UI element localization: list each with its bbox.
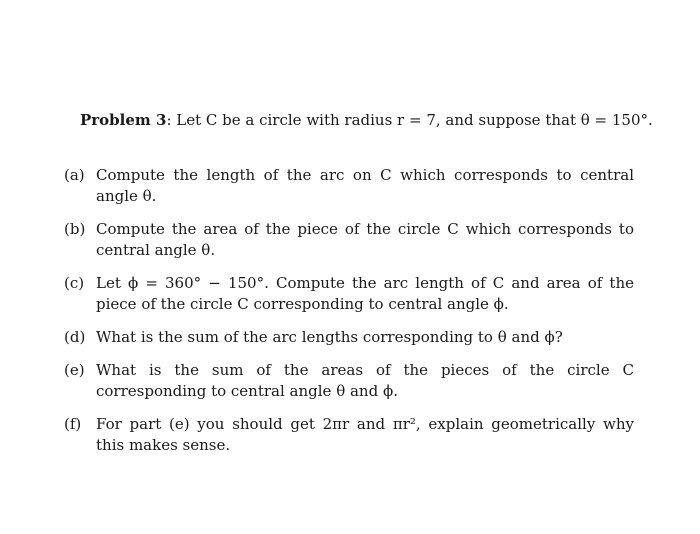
problem-parts-list xyxy=(64,165,634,468)
part-b xyxy=(64,219,634,261)
part-text: Let ϕ = 360° − 150°. Compute the arc length of C and area of the piece of the circle C corresponding to central angle ϕ. xyxy=(96,274,634,313)
part-c xyxy=(64,273,634,315)
part-f xyxy=(64,414,634,456)
part-marker: (a) xyxy=(64,166,85,184)
part-marker: (f) xyxy=(64,415,82,433)
part-text: Compute the area of the piece of the circle C which corresponds to central angle θ. xyxy=(96,220,634,259)
part-marker: (d) xyxy=(64,328,86,346)
part-text: For part (e) you should get 2πr and πr², explain geometrically why this makes sense. xyxy=(96,415,634,454)
part-text: What is the sum of the areas of the pieces of the circle C corresponding to central angle θ and ϕ. xyxy=(96,361,634,400)
part-marker: (e) xyxy=(64,361,85,379)
problem-heading xyxy=(80,110,653,130)
part-marker: (c) xyxy=(64,274,85,292)
part-text: Compute the length of the arc on C which corresponds to central angle θ. xyxy=(96,166,634,205)
part-e xyxy=(64,360,634,402)
part-text: What is the sum of the arc lengths corresponding to θ and ϕ? xyxy=(96,328,563,346)
part-d xyxy=(64,327,634,348)
problem-label: Problem 3 xyxy=(80,111,167,129)
part-a xyxy=(64,165,634,207)
problem-statement: : Let C be a circle with radius r = 7, and suppose that θ = 150°. xyxy=(166,111,653,129)
part-marker: (b) xyxy=(64,220,86,238)
